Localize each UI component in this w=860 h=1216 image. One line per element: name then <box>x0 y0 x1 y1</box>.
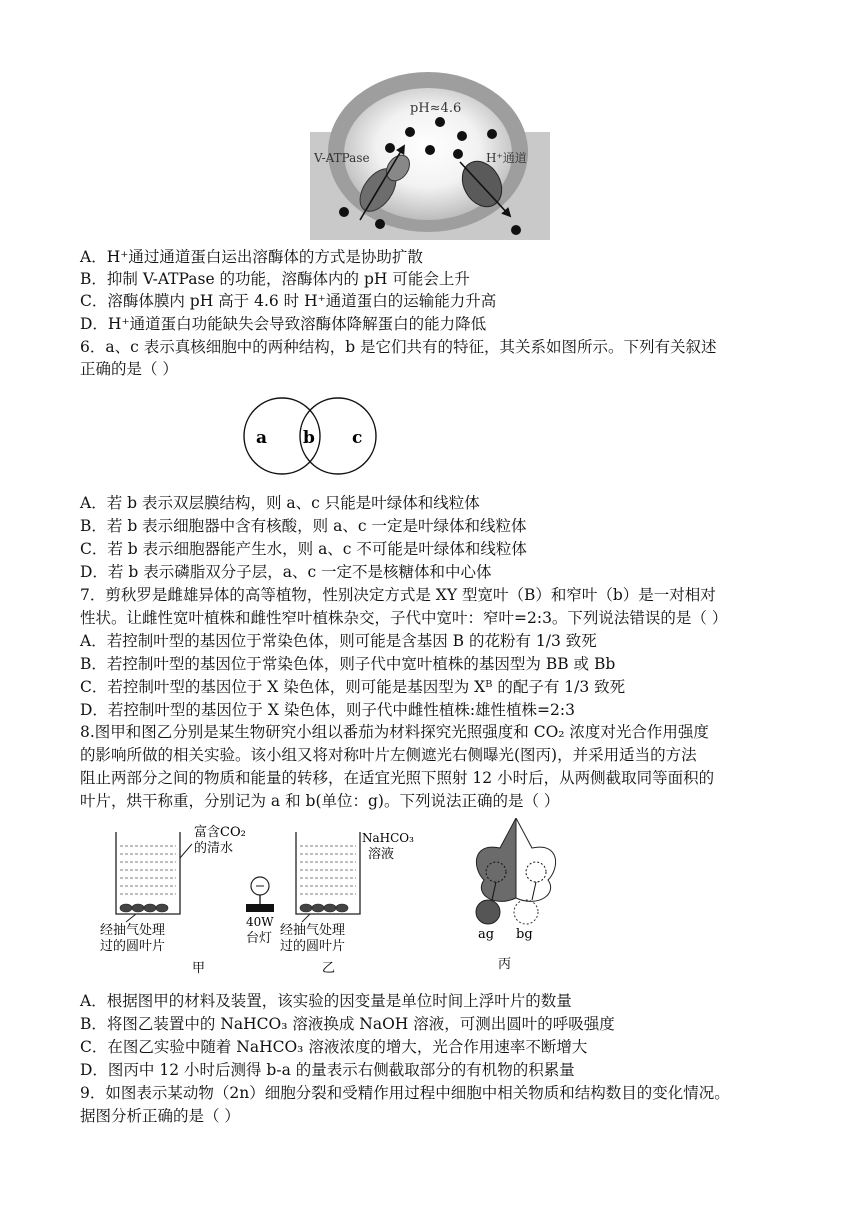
venn-label-b: b <box>303 428 315 448</box>
venn-label-a: a <box>256 428 268 448</box>
photosynthesis-figure <box>96 818 576 978</box>
h-channel-label: H⁺通道 <box>486 151 527 165</box>
jia-disc-label: 经抽气处理 <box>100 923 166 938</box>
q5-option-a: A．H⁺通过通道蛋白运出溶酶体的方式是协助扩散 <box>80 248 423 266</box>
q7-option-b: B．若控制叶型的基因位于常染色体，则子代中宽叶植株的基因型为 BB 或 Bb <box>80 655 616 673</box>
q8-stem-line-2: 的影响所做的相关实验。该小组又将对称叶片左侧遮光右侧曝光(图丙)，并采用适当的方法 <box>80 746 697 764</box>
caption-yi: 乙 <box>322 961 336 976</box>
leaf-bing <box>476 818 556 972</box>
q8-option-c: C．在图乙实验中随着 NaHCO₃ 溶液浓度的增大，光合作用速率不断增大 <box>80 1038 588 1056</box>
jia-water-label-2: 的清水 <box>194 841 234 856</box>
q7-stem-line-1: 7．剪秋罗是雌雄异体的高等植物，性别决定方式是 XY 型宽叶（B）和窄叶（b）是一对相对 <box>80 586 716 604</box>
caption-jia: 甲 <box>192 961 206 976</box>
q6-option-a: A．若 b 表示双层膜结构，则 a、c 只能是叶绿体和线粒体 <box>80 494 480 512</box>
q9-stem-line-2: 据图分析正确的是（ ） <box>80 1107 240 1125</box>
yi-solution-label: NaHCO₃ <box>362 831 414 845</box>
yi-solution-label-2: 溶液 <box>368 847 395 862</box>
q6-option-d: D．若 b 表示磷脂双分子层，a、c 一定不是核糖体和中心体 <box>80 563 492 581</box>
q8-option-a: A．根据图甲的材料及装置，该实验的因变量是单位时间上浮叶片的数量 <box>80 992 572 1010</box>
q8-option-d: D．图丙中 12 小时后测得 b-a 的量表示右侧截取部分的有机物的积累量 <box>80 1061 575 1079</box>
beaker-yi <box>280 831 414 976</box>
jia-disc-label-2: 过的圆叶片 <box>100 939 166 954</box>
q7-stem-line-2: 性状。让雌性宽叶植株和雌性窄叶植株杂交，子代中宽叶：窄叶=2:3。下列说法错误的是（ ） <box>80 609 728 627</box>
q9-stem-line-1: 9．如图表示某动物（2n）细胞分裂和受精作用过程中细胞中相关物质和结构数目的变化情况。 <box>80 1084 730 1102</box>
yi-disc-label: 经抽气处理 <box>280 923 346 938</box>
lamp-power-label: 40W <box>246 915 274 929</box>
leaf-a-label: ag <box>478 927 495 942</box>
caption-bing: 丙 <box>498 957 512 972</box>
jia-water-label: 富含CO₂ <box>194 825 246 840</box>
yi-disc-label-2: 过的圆叶片 <box>280 939 346 954</box>
lamp-label: 台灯 <box>246 931 273 946</box>
lamp <box>246 877 274 946</box>
q5-option-c: C．溶酶体膜内 pH 高于 4.6 时 H⁺通道蛋白的运输能力升高 <box>80 292 497 310</box>
q5-option-d: D．H⁺通道蛋白功能缺失会导致溶酶体降解蛋白的能力降低 <box>80 315 487 333</box>
q5-option-b: B．抑制 V-ATPase 的功能，溶酶体内的 pH 可能会上升 <box>80 270 470 288</box>
q7-option-a: A．若控制叶型的基因位于常染色体，则可能是含基因 B 的花粉有 1/3 致死 <box>80 632 597 650</box>
q6-option-c: C．若 b 表示细胞器能产生水，则 a、c 不可能是叶绿体和线粒体 <box>80 540 527 558</box>
venn-diagram <box>238 394 384 478</box>
ph-label: pH≈4.6 <box>410 101 462 116</box>
venn-label-c: c <box>352 428 363 448</box>
q8-option-b: B．将图乙装置中的 NaHCO₃ 溶液换成 NaOH 溶液，可测出圆叶的呼吸强度 <box>80 1015 615 1033</box>
q8-stem-line-1: 8.图甲和图乙分别是某生物研究小组以番茄为材料探究光照强度和 CO₂ 浓度对光合作用强度 <box>80 723 709 741</box>
v-atpase-label: V-ATPase <box>314 151 370 165</box>
lysosome-figure <box>310 72 550 240</box>
q7-option-c: C．若控制叶型的基因位于 X 染色体，则可能是基因型为 Xᴮ 的配子有 1/3 致死 <box>80 678 626 696</box>
beaker-jia <box>100 824 246 976</box>
q6-stem-line-2: 正确的是（ ） <box>80 360 178 378</box>
leaf-b-label: bg <box>516 927 533 942</box>
q8-stem-line-3: 阻止两部分之间的物质和能量的转移，在适宜光照下照射 12 小时后，从两侧截取同等面积的 <box>80 769 715 787</box>
q7-option-d: D．若控制叶型的基因位于 X 染色体，则子代中雌性植株:雄性植株=2:3 <box>80 701 575 719</box>
q8-stem-line-4: 叶片，烘干称重，分别记为 a 和 b(单位：g)。下列说法正确的是（ ） <box>80 792 560 810</box>
q6-option-b: B．若 b 表示细胞器中含有核酸，则 a、c 一定是叶绿体和线粒体 <box>80 517 527 535</box>
q6-stem-line-1: 6．a、c 表示真核细胞中的两种结构，b 是它们共有的特征，其关系如图所示。下列有关叙述 <box>80 338 717 356</box>
